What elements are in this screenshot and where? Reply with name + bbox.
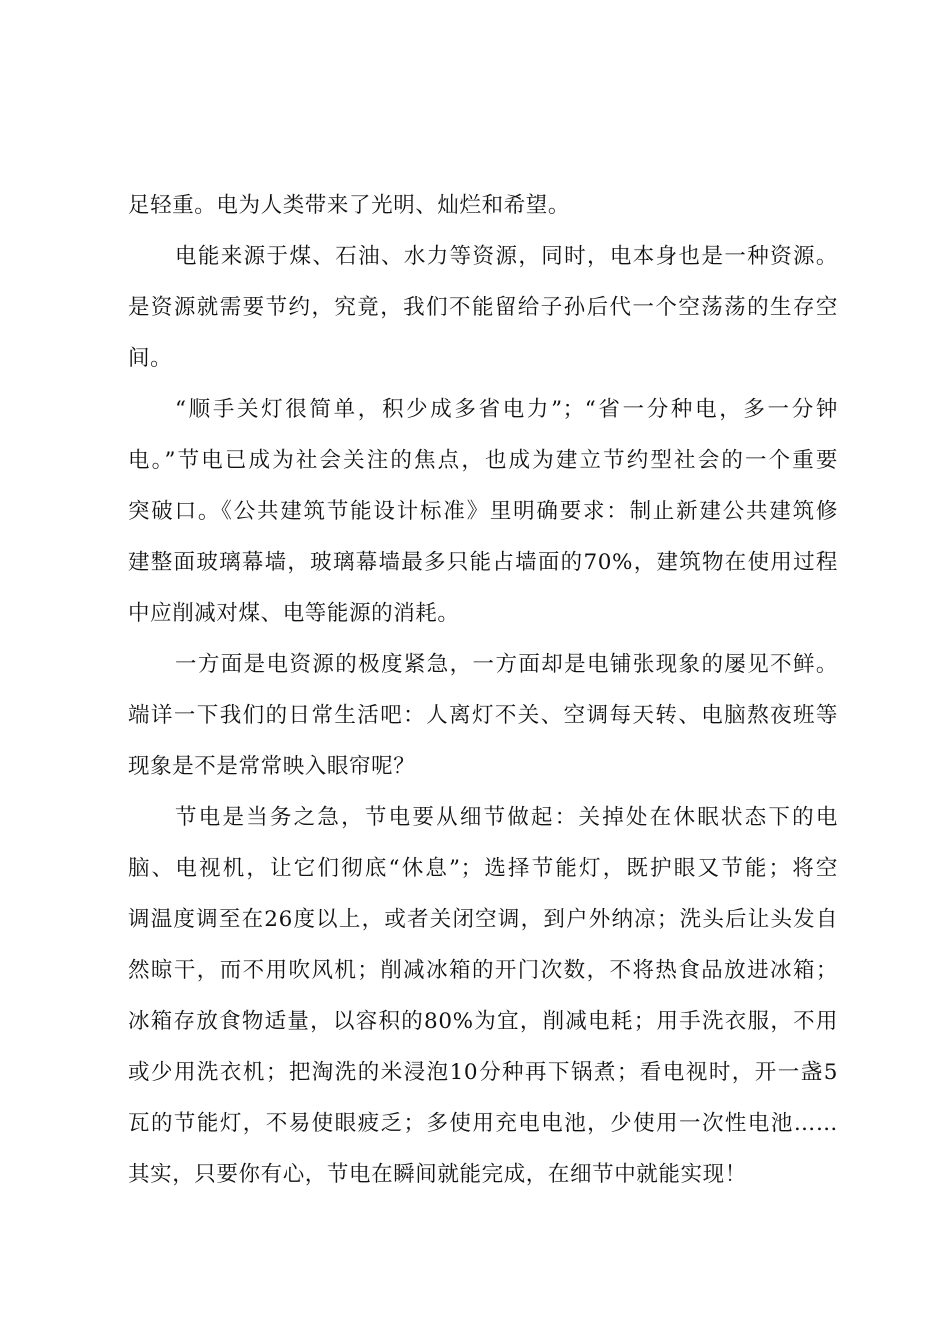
text-line: 现象是不是常常映入眼帘呢？ xyxy=(128,754,416,779)
text-line: 冰箱存放食物适量，以容积的80%为宜，削减电耗；用手洗衣服，不用 xyxy=(128,1009,838,1034)
text-line: 然晾干，而不用吹风机；削减冰箱的开门次数，不将热食品放进冰箱； xyxy=(128,958,838,983)
text-line: 调温度调至在26度以上，或者关闭空调，到户外纳凉；洗头后让头发自 xyxy=(128,907,838,932)
text-line: 瓦的节能灯，不易使眼疲乏；多使用充电电池，少使用一次性电池…… xyxy=(128,1111,838,1136)
text-line: 端详一下我们的日常生活吧：人离灯不关、空调每天转、电脑熬夜班等 xyxy=(128,703,838,728)
text-line: “顺手关灯很简单，积少成多省电力”；“省一分种电，多一分钟 xyxy=(175,397,838,422)
text-line: 脑、电视机，让它们彻底“休息”；选择节能灯，既护眼又节能；将空 xyxy=(128,856,838,881)
text-line: 突破口。《公共建筑节能设计标准》里明确要求：制止新建公共建筑修 xyxy=(128,499,838,524)
text-line: 建整面玻璃幕墙，玻璃幕墙最多只能占墙面的70%，建筑物在使用过程 xyxy=(128,550,838,575)
text-line: 足轻重。电为人类带来了光明、灿烂和希望。 xyxy=(128,193,571,218)
text-line: 或少用洗衣机；把淘洗的米浸泡10分种再下锅煮；看电视时，开一盏5 xyxy=(128,1060,838,1085)
text-line: 节电是当务之急，节电要从细节做起：关掉处在休眠状态下的电 xyxy=(175,805,838,830)
text-line: 中应削减对煤、电等能源的消耗。 xyxy=(128,601,460,626)
text-line: 间。 xyxy=(128,346,173,371)
text-line: 是资源就需要节约，究竟，我们不能留给子孙后代一个空荡荡的生存空 xyxy=(128,295,838,320)
text-line: 电。”节电已成为社会关注的焦点，也成为建立节约型社会的一个重要 xyxy=(128,448,838,473)
text-line: 一方面是电资源的极度紧急，一方面却是电铺张现象的屡见不鲜。 xyxy=(175,652,838,677)
text-line: 其实，只要你有心，节电在瞬间就能完成，在细节中就能实现！ xyxy=(128,1162,747,1187)
text-line: 电能来源于煤、石油、水力等资源，同时，电本身也是一种资源。 xyxy=(175,244,838,269)
